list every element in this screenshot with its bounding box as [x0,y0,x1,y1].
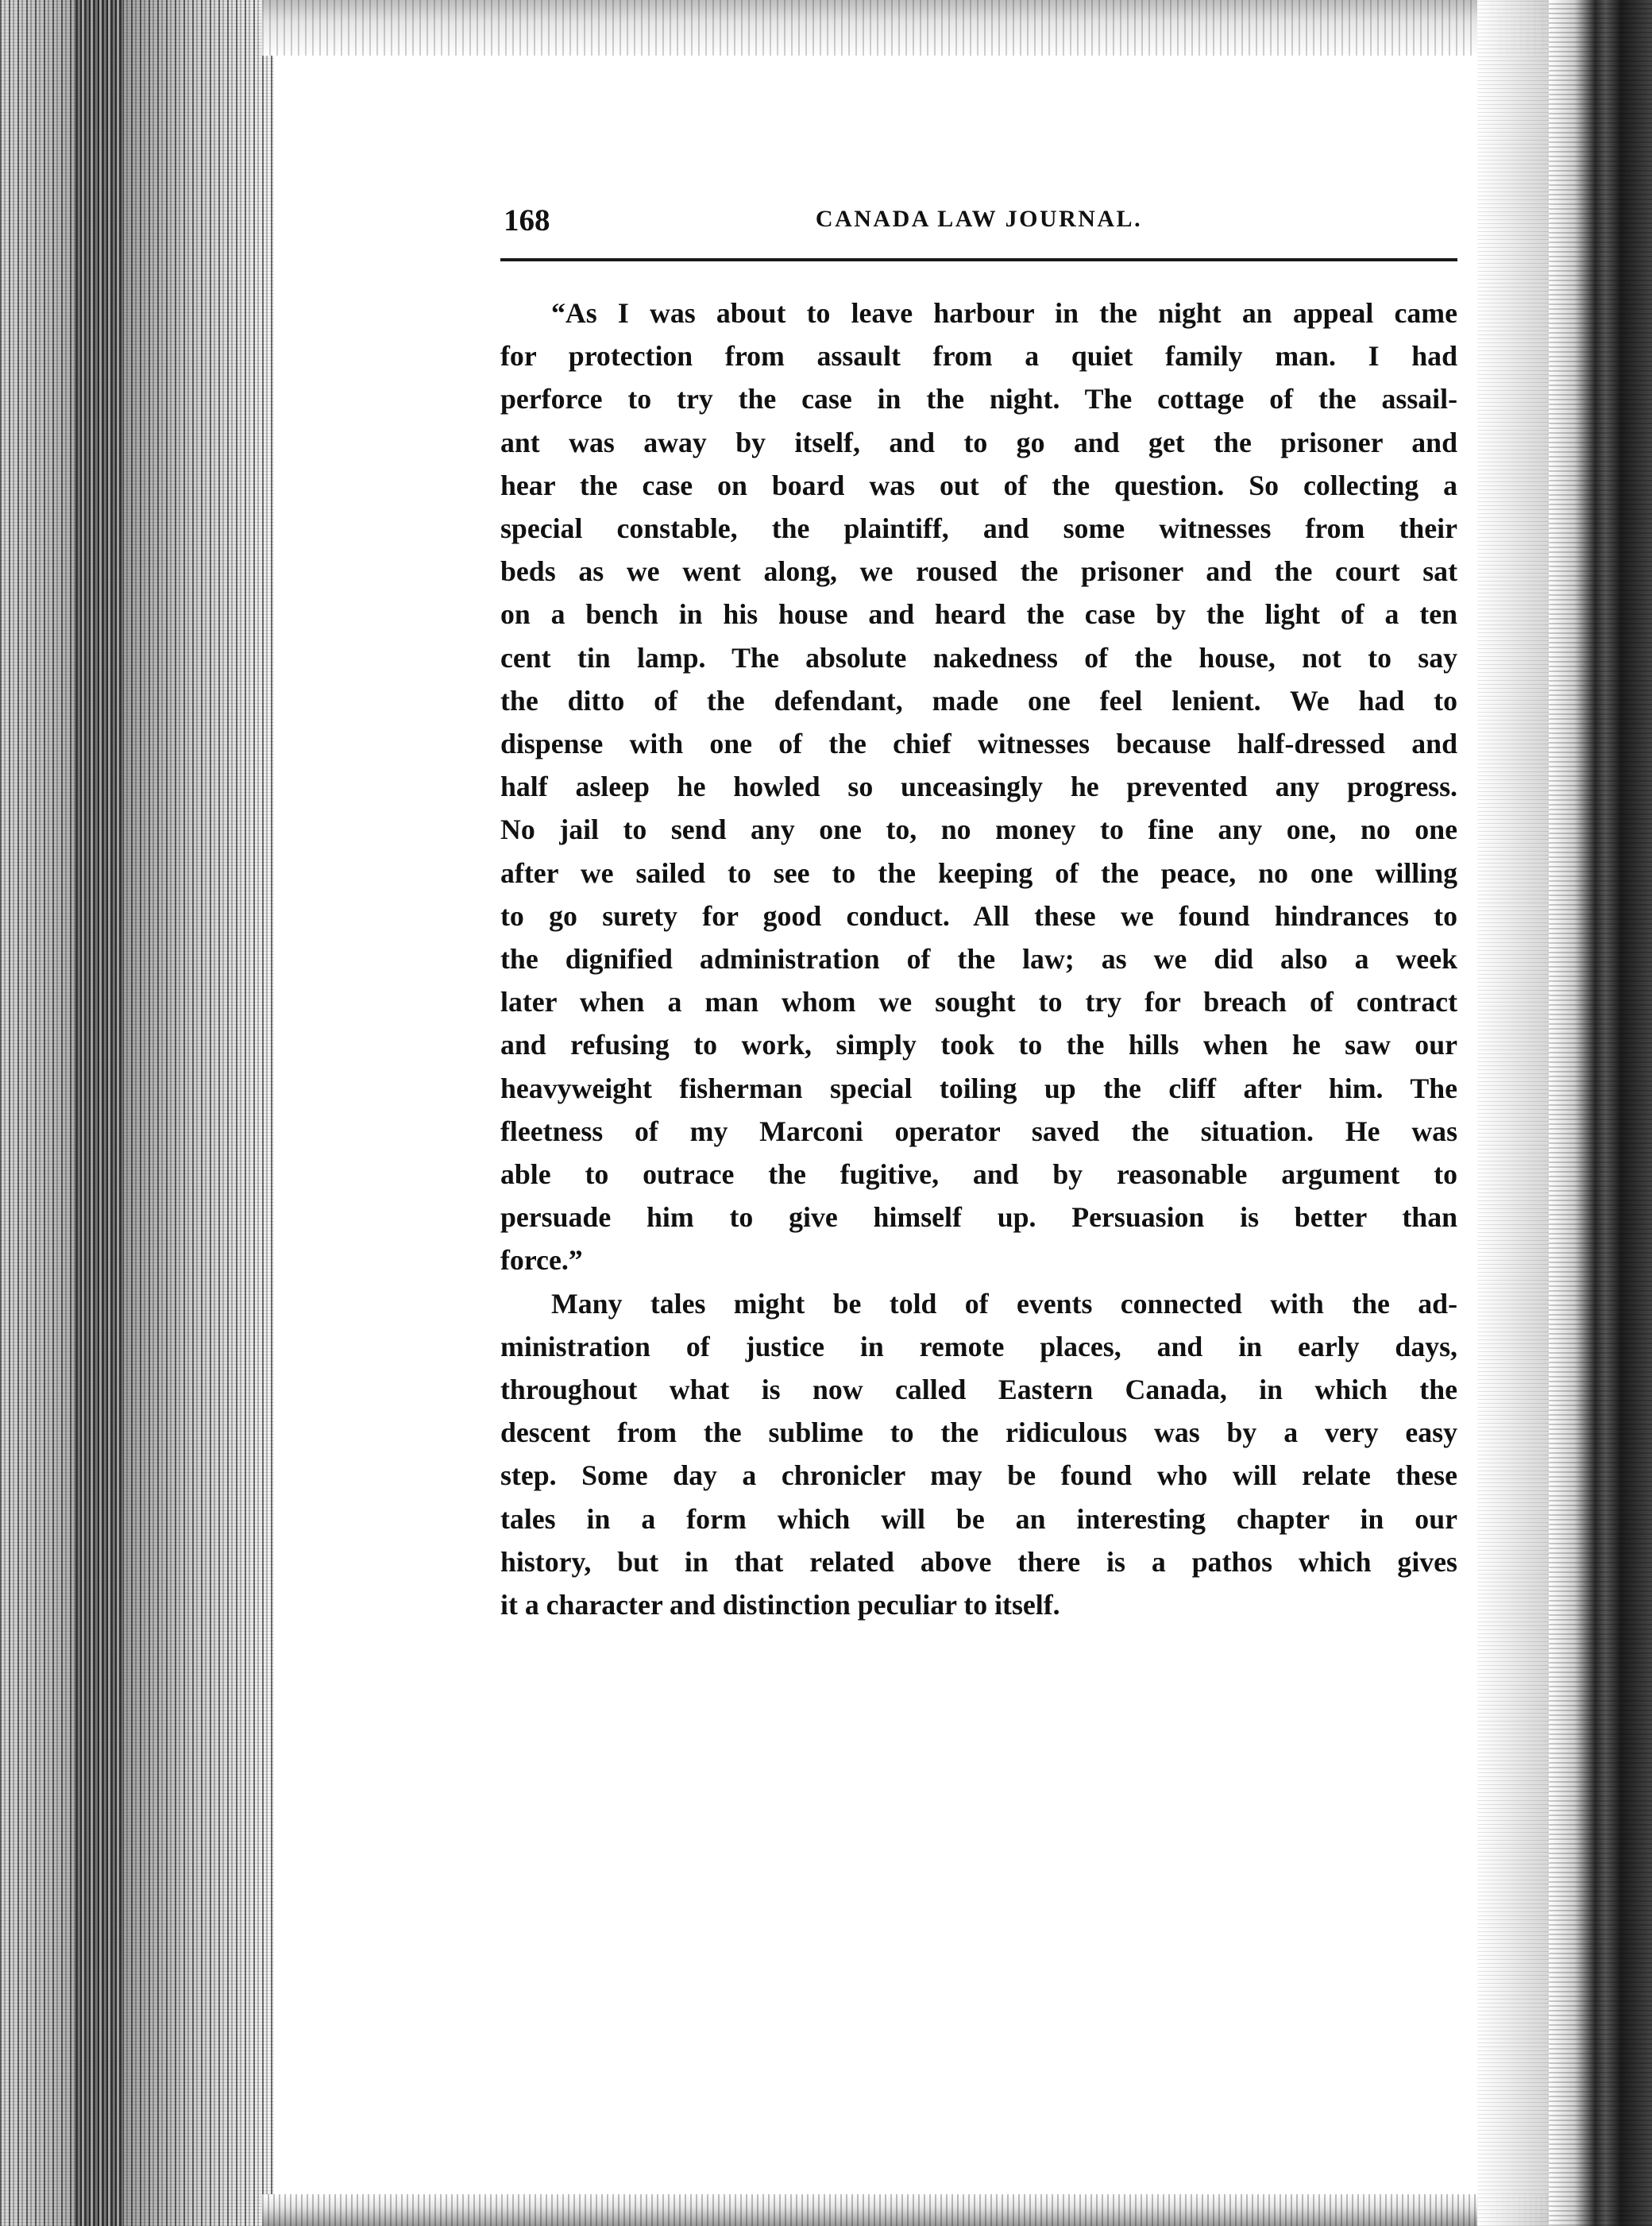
text-line: half asleep he howled so unceasingly he prevented any progress. [500,771,1457,803]
text-line: ant was away by itself, and to go and get the prisoner and [500,426,1457,458]
text-line: hear the case on board was out of the question. So collecting a [500,469,1457,501]
scan-right-margin-noise [1477,0,1549,2226]
journal-title: CANADA LAW JOURNAL. [815,206,1143,232]
text-line: ministration of justice in remote places, and in early days, [500,1330,1457,1362]
scan-top-edge [262,0,1573,56]
text-line: tales in a form which will be an interesting chapter in our [500,1502,1457,1535]
text-line: on a bench in his house and heard the case by the light of a ten [500,598,1457,631]
text-line: after we sailed to see to the keeping of the peace, no one willing [500,856,1457,889]
text-line: “As I was about to leave harbour in the night an appeal came [551,297,1457,329]
text-line: the dignified administration of the law; as we did also a week [500,943,1457,976]
text-line: persuade him to give himself up. Persuasion is better than [500,1201,1457,1234]
text-line: Many tales might be told of events connected with the ad- [551,1287,1457,1320]
scan-bottom-edge [262,2194,1573,2226]
text-line: history, but in that related above there is a pathos which gives [500,1545,1457,1578]
text-line: throughout what is now called Eastern Canada, in which the [500,1374,1457,1406]
text-line: and refusing to work, simply took to the hills when he saw our [500,1029,1457,1061]
text-line: perforce to try the case in the night. The cottage of the assail- [500,383,1457,415]
page-number: 168 [504,203,550,238]
scan-right-edge [1549,0,1652,2226]
text-line: beds as we went along, we roused the prisoner and the court sat [500,555,1457,588]
text-line: special constable, the plaintiff, and some witnesses from their [500,512,1457,545]
scan-binding-shadow [75,0,123,2226]
text-line: descent from the sublime to the ridiculous was by a very easy [500,1416,1457,1449]
body-text [500,292,1457,1626]
paragraph-quotation [500,292,1457,1282]
text-line: for protection from assault from a quiet family man. I had [500,340,1457,373]
text-line: later when a man whom we sought to try for breach of contract [500,986,1457,1018]
text-line: No jail to send any one to, no money to fine any one, no one [500,813,1457,846]
text-line: cent tin lamp. The absolute nakedness of the house, not to say [500,641,1457,674]
running-head [500,203,1457,261]
text-line: the ditto of the defendant, made one feel lenient. We had to [500,684,1457,717]
paragraph-commentary [500,1282,1457,1627]
text-line: it a character and distinction peculiar to itself. [500,1589,1060,1621]
text-line: fleetness of my Marconi operator saved the situation. He was [500,1115,1457,1147]
scan-binding-gutter [0,0,274,2226]
text-line: dispense with one of the chief witnesses because half-dressed and [500,728,1457,760]
text-line: able to outrace the fugitive, and by reasonable argument to [500,1158,1457,1191]
document-page [500,203,1457,1626]
text-line: to go surety for good conduct. All these we found hindrances to [500,899,1457,932]
text-line: heavyweight fisherman special toiling up the cliff after him. The [500,1072,1457,1104]
text-line: step. Some day a chronicler may be found who will relate these [500,1459,1457,1492]
text-line: force.” [500,1244,583,1277]
